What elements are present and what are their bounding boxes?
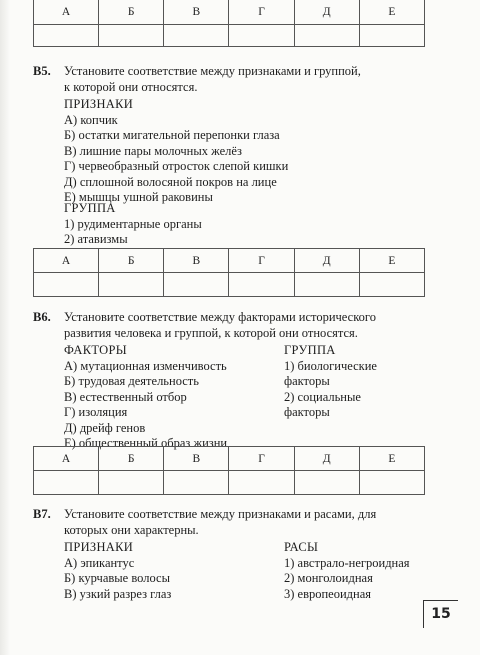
answer-cell[interactable]: [99, 471, 164, 495]
answer-letter: Д: [294, 249, 359, 273]
task-text-line: развития человека и группой, к которой они относятся.: [64, 325, 358, 340]
answer-letter: А: [34, 447, 99, 471]
feature-item: А) эпикантус: [64, 555, 135, 570]
answer-letter: Б: [99, 0, 164, 25]
feature-item: А) копчик: [64, 112, 118, 127]
answer-letter: Е: [359, 249, 424, 273]
factor-item: Д) дрейф генов: [64, 420, 146, 435]
group-header: ГРУППА: [284, 343, 336, 357]
answer-cell[interactable]: [229, 471, 294, 495]
b5-group-list: [64, 201, 202, 248]
races-header: РАСЫ: [284, 540, 319, 554]
task-text-line: Установите соответствие между признаками и группой,: [64, 64, 361, 78]
task-b6-prompt: [33, 310, 433, 341]
feature-item: Б) остатки мигательной перепонки глаза: [64, 128, 280, 142]
answer-cell[interactable]: [229, 25, 294, 47]
factor-item: А) мутационная изменчивость: [64, 358, 227, 373]
task-number: В5.: [33, 64, 51, 78]
feature-item: В) узкий разрез глаз: [64, 586, 172, 601]
answer-cell[interactable]: [359, 25, 424, 47]
answer-letter: Б: [99, 447, 164, 471]
group-item: 1) биологические: [284, 358, 377, 373]
b5-features-list: [64, 97, 288, 206]
task-b7-prompt: [33, 507, 433, 538]
feature-item: Б) курчавые волосы: [64, 571, 171, 585]
answer-cell[interactable]: [294, 273, 359, 297]
answer-cell[interactable]: [359, 273, 424, 297]
task-b5-prompt: [33, 64, 433, 95]
answer-letter: В: [164, 0, 229, 25]
task-text-line: которых они характерны.: [64, 522, 199, 537]
scan-edge-shadow: [0, 0, 10, 655]
b6-factors-list: [64, 343, 227, 452]
answer-letter: В: [164, 447, 229, 471]
answer-cell[interactable]: [34, 25, 99, 47]
answer-cell[interactable]: [34, 471, 99, 495]
race-item: 1) австрало-негроидная: [284, 555, 410, 570]
group-item: 1) рудиментарные органы: [64, 216, 202, 231]
race-item: 3) европеоидная: [284, 586, 372, 601]
answer-table-b5: [33, 248, 425, 297]
answer-letter: А: [34, 0, 99, 25]
factor-item: В) естественный отбор: [64, 389, 187, 404]
answer-table-previous: [33, 0, 425, 47]
factor-item: Г) изоляция: [64, 405, 128, 419]
feature-item: Г) червеобразный отросток слепой кишки: [64, 159, 289, 173]
factor-item: Б) трудовая деятельность: [64, 374, 199, 388]
answer-letter: Г: [229, 447, 294, 471]
feature-item: В) лишние пары молочных желёз: [64, 143, 242, 158]
b6-group-list: [284, 343, 377, 421]
task-number: В7.: [33, 507, 51, 521]
answer-cell[interactable]: [164, 273, 229, 297]
task-number: В6.: [33, 310, 51, 324]
answer-letter: Е: [359, 0, 424, 25]
feature-item: Е) мышцы ушной раковины: [64, 190, 213, 204]
b7-races-list: [284, 540, 410, 602]
answer-letter: Е: [359, 447, 424, 471]
group-header: ГРУППА: [64, 201, 116, 215]
answer-letter: А: [34, 249, 99, 273]
answer-cell[interactable]: [229, 273, 294, 297]
answer-letter: Б: [99, 249, 164, 273]
factors-header: ФАКТОРЫ: [64, 343, 127, 357]
answer-cell[interactable]: [359, 471, 424, 495]
answer-cell[interactable]: [164, 471, 229, 495]
task-text-line: к которой они относятся.: [64, 79, 198, 94]
features-header: ПРИЗНАКИ: [64, 97, 134, 111]
answer-cell[interactable]: [99, 25, 164, 47]
answer-cell[interactable]: [164, 25, 229, 47]
answer-cell[interactable]: [294, 471, 359, 495]
group-item: факторы: [284, 405, 330, 419]
b7-features-list: [64, 540, 171, 602]
race-item: 2) монголоидная: [284, 571, 373, 585]
features-header: ПРИЗНАКИ: [64, 540, 134, 554]
answer-cell[interactable]: [34, 273, 99, 297]
feature-item: Д) сплошной волосяной покров на лице: [64, 174, 277, 189]
factor-item: Е) общественный образ жизни: [64, 436, 228, 450]
answer-letter: Г: [229, 0, 294, 25]
answer-letter: Д: [294, 447, 359, 471]
answer-letter: Д: [294, 0, 359, 25]
group-item: 2) социальные: [284, 389, 361, 404]
answer-letter: Г: [229, 249, 294, 273]
group-item: факторы: [284, 374, 330, 388]
answer-cell[interactable]: [99, 273, 164, 297]
task-text-line: Установите соответствие между факторами исторического: [64, 310, 376, 324]
task-text-line: Установите соответствие между признаками и расами, для: [64, 507, 377, 521]
answer-table-b6: [33, 446, 425, 495]
page-number: 15: [423, 600, 458, 628]
answer-cell[interactable]: [294, 25, 359, 47]
answer-letter: В: [164, 249, 229, 273]
group-item: 2) атавизмы: [64, 232, 128, 246]
